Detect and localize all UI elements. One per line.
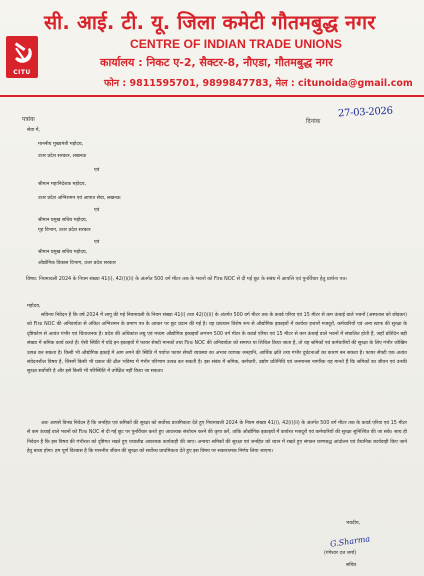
letterhead-phone: फोन : 9811595701, 9899847783, मेल : citunoida@gmail.com xyxy=(104,78,413,89)
signatory-name: (गंगेश्वर दत्त शर्मा) xyxy=(324,551,357,556)
letterhead-address: कार्यालय : निकट ए-2, सैक्टर-8, नौएडा, गौतमबुद्ध नगर xyxy=(100,56,333,69)
dinank-label: दिनांक xyxy=(306,118,321,125)
hammer-sickle-icon xyxy=(9,40,35,66)
letterhead-title-hindi: सी. आई. टी. यू. जिला कमेटी गौतमबुद्ध नगर xyxy=(44,11,376,34)
body-paragraph-2: अतः आपसे विनम्र निवेदन है कि जनहित एवं श्रमिकों की सुरक्षा को सर्वोच्च प्राथमिकता देते हुए नियमावली 2024 के नियम संख्या 41(i), 42(i)(ii) के अंतर्गत 500 वर्ग मीटर तक के कवर्ड एरिया एवं 15 मीटर से कम ऊंचाई वाले भवनों को Fire NOC से दी गई छूट पर पुनर्विचार करते हुए आवश्यक संशोधन करने की कृपा करें, ताकि औद्योगिक इकाइयों में कार्यरत मजदूरों एवं कर्मचारियों की सुरक्षा सुनिश्चित की जा सके। साथ ही निवेदन है कि इस विषय की गंभीरता को दृष्टिगत रखते हुए यथाशीघ्र आवश्यक कार्यवाही की जाए। अन्यथा श्रमिकों की सुरक्षा एवं जनहित को ध्यान में रखते हुए संगठन चरणबद्ध आंदोलन एवं वैधानिक कार्यवाही किए जाने हेतु बाध्य होगा। हम पूर्ण विश्वास है कि माननीय जीवन की सुरक्षा को सर्वोच्च प्राथमिकता देते हुए इस विषय पर सकारात्मक निर्णय लिया जाएगा। xyxy=(27,421,407,455)
recipient-line: उत्तर प्रदेश सरकार, लखनऊ xyxy=(38,154,87,159)
signatory-designation: सचिव xyxy=(346,563,357,568)
letterhead-divider xyxy=(0,95,424,97)
logo-text: CITU xyxy=(13,69,31,76)
recipient-line: श्रीमान प्रमुख सचिव महोदय, xyxy=(38,250,88,255)
body-paragraph-1: सविनय निवेदन है कि वर्ष 2024 में लागू की गई नियमावली के नियम संख्या 41(i) तथा 42(i)(ii) के अंतर्गत 500 वर्ग मीटर तक के कवर्ड एरिया एवं 15 मीटर से कम ऊंचाई वाले भवनों (अस्पताल को छोड़कर) को Fire NOC की अनिवार्यता से अंकित अग्निशमन के प्रमाण पत्र के आधार पर छूट प्रदान की गई है। यह प्रावधान विशेष रूप से औद्योगिक इकाइयों में कार्यरत हजारों मजदूरों, कर्मचारियों एवं अन्य स्टाफ की सुरक्षा के दृष्टिकोण से अत्यंत गंभीर एवं चिंताजनक है। प्रदेश की अधिकांश लघु एवं मध्यम औद्योगिक इकाइयाँ लगभग 500 वर्ग मीटर के कवर्ड एरिया एवं 15 मीटर से कम ऊंचाई वाले भवनों में संचालित होती हैं, जहाँ प्रतिदिन बड़ी संख्या में श्रमिक कार्य करते हैं। ऐसी स्थिति में यदि इन इकाइयों में फायर सेफ्टी मानकों तथा Fire NOC की अनिवार्यता को समाप्त या शिथिल किया जाता है, तो यह श्रमिकों एवं कर्मचारियों की सुरक्षा के लिए गंभीर जोखिम उत्पन्न कर सकता है। किसी भी औद्योगिक इकाई में आग लगने की स्थिति में पर्याप्त फायर सेफ्टी व्यवस्था का अभाव व्यापक जनहानि, आर्थिक क्षति तथा गंभीर दुर्घटनाओं का कारण बन सकता है। फायर सेफ्टी एक अत्यंत संवेदनशील विषय है, जिसमें किसी भी प्रकार की ढील भविष्य में गंभीर परिणाम उत्पन्न कर सकती है। इस संबंध में श्रमिक, कर्मचारी, उद्योग प्रतिनिधि एवं जनमानस नागरिक यह मानते हैं कि श्रमिकों का जीवन एवं उनकी सुरक्षा सर्वोपरि है और इसे किसी भी परिस्थिति में उपेक्षित नहीं किया जा सकता। xyxy=(27,313,407,375)
handwritten-signature: G.Sharma xyxy=(329,534,371,549)
recipient-line: श्रीमान प्रमुख सचिव महोदय, xyxy=(38,218,88,223)
recipient-line: गृह विभाग, उत्तर प्रदेश सरकार xyxy=(38,228,91,233)
recipient-line: औद्योगिक विकास विभाग, उत्तर प्रदेश सरकार xyxy=(38,261,116,266)
citu-logo xyxy=(6,36,38,78)
recipient-line: एवं xyxy=(94,168,100,173)
recipient-line: श्रीमान महानिदेशक महोदय, xyxy=(38,182,87,187)
recipient-line: उत्तर प्रदेश अग्निशमन एवं आपात सेवा, लखनऊ xyxy=(38,196,121,201)
closing-bhavdiya: भवदीय, xyxy=(346,521,361,526)
salutation: महोदय, xyxy=(27,304,41,309)
recipient-line: सेवा में, xyxy=(27,128,41,133)
patrank-label: पत्रांक xyxy=(22,116,35,123)
recipient-line: माननीय मुख्यमंत्री महोदय, xyxy=(38,142,84,147)
letterhead-title-english: CENTRE OF INDIAN TRADE UNIONS xyxy=(130,37,342,51)
subject-line: विषय: नियमावली 2024 के नियम संख्या 41(i), 42(i)(ii) के अंतर्गत 500 वर्ग मीटर तक के भवनों को Fire NOC से दी गई छूट के संबंध में आपत्ति एवं पुनर्विचार हेतु प्रार्थना पत्र। xyxy=(26,276,347,282)
recipient-line: एवं xyxy=(94,240,100,245)
handwritten-date: 27-03-2026 xyxy=(337,105,393,120)
recipient-line: एवं xyxy=(94,208,100,213)
